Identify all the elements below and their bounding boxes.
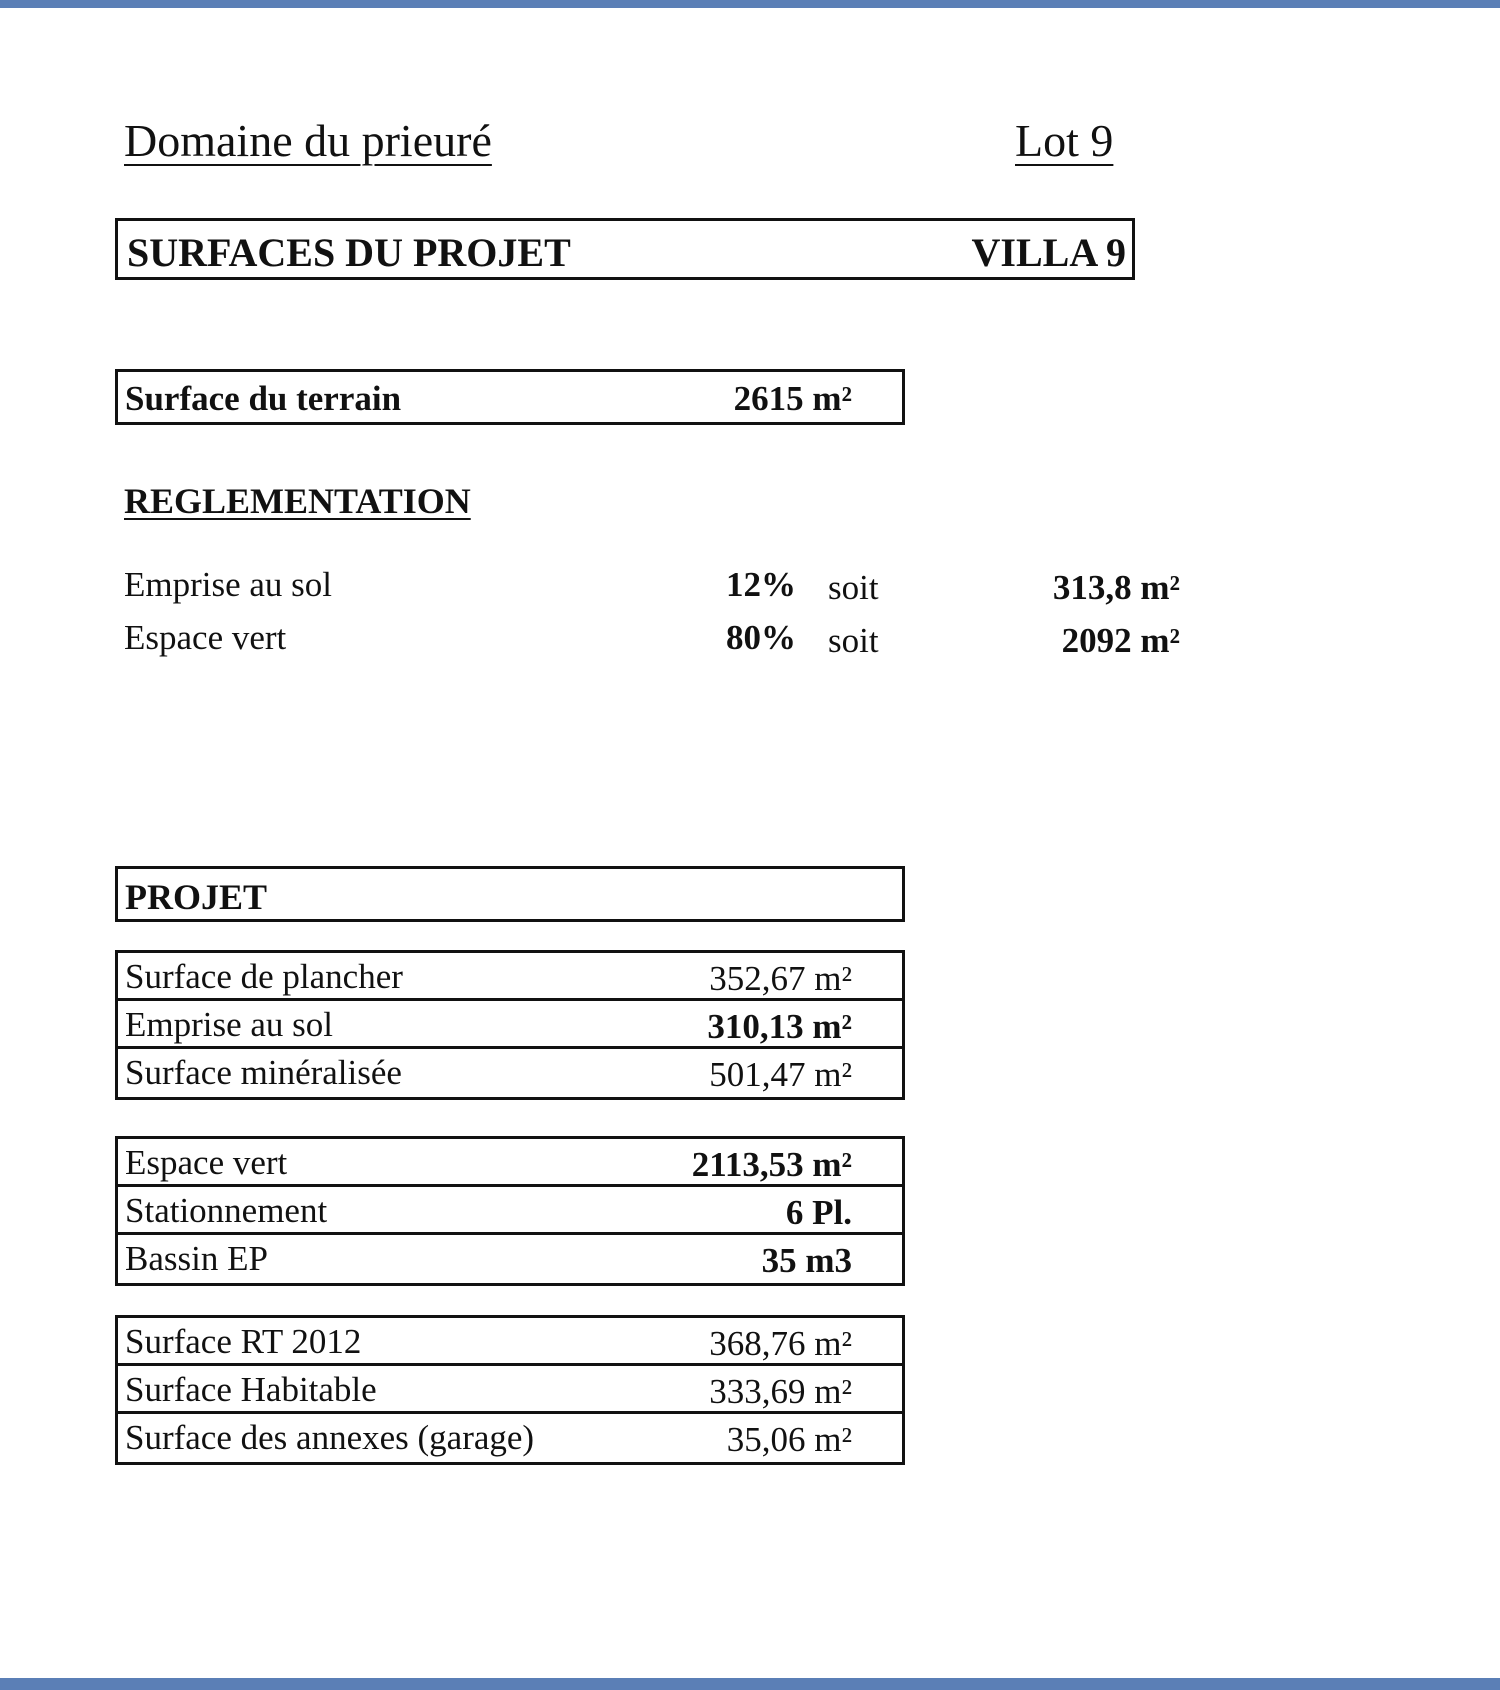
row-value: 310,13 m² — [707, 1007, 852, 1046]
row-value: 2113,53 m² — [691, 1145, 852, 1184]
project-surfaces-banner — [115, 218, 1135, 280]
table-row — [118, 953, 902, 1001]
row-value: 352,67 m² — [709, 959, 852, 998]
row-label: Surface Habitable — [125, 1370, 377, 1409]
table-row — [118, 1139, 902, 1187]
villa-label: VILLA 9 — [971, 230, 1126, 275]
green-parking-table — [115, 1136, 905, 1286]
land-surface-value: 2615 m² — [733, 379, 852, 418]
row-value: 35 m3 — [761, 1241, 852, 1280]
table-row — [118, 1001, 902, 1049]
regulation-percent: 12% — [726, 565, 796, 604]
regulation-soit: soit — [828, 621, 879, 660]
project-heading: PROJET — [125, 877, 268, 917]
row-label: Surface RT 2012 — [125, 1322, 362, 1361]
table-row — [118, 1235, 902, 1283]
regulation-row — [0, 565, 1500, 615]
regulation-heading: REGLEMENTATION — [124, 481, 471, 521]
regulation-value: 313,8 m² — [1052, 568, 1180, 607]
document-title: Domaine du prieuré — [124, 115, 492, 166]
banner-title: SURFACES DU PROJET — [127, 230, 571, 275]
regulation-row — [0, 618, 1500, 668]
row-value: 35,06 m² — [726, 1420, 852, 1459]
row-value: 6 Pl. — [785, 1193, 852, 1232]
table-row — [118, 1049, 902, 1097]
row-value: 333,69 m² — [709, 1372, 852, 1411]
row-value: 368,76 m² — [709, 1324, 852, 1363]
table-row — [118, 1414, 902, 1462]
top-border — [0, 0, 1500, 8]
row-label: Surface de plancher — [125, 957, 403, 996]
table-row — [118, 1187, 902, 1235]
land-surface-label: Surface du terrain — [125, 379, 402, 418]
regulation-value: 2092 m² — [1061, 621, 1180, 660]
regulation-soit: soit — [828, 568, 879, 607]
row-label: Surface des annexes (garage) — [125, 1418, 535, 1457]
row-label: Stationnement — [125, 1191, 328, 1230]
table-row — [118, 1318, 902, 1366]
bottom-border — [0, 1678, 1500, 1690]
regulation-label: Espace vert — [124, 618, 287, 657]
project-heading-box — [115, 866, 905, 922]
regulation-percent: 80% — [726, 618, 796, 657]
row-label: Espace vert — [125, 1143, 288, 1182]
regulation-label: Emprise au sol — [124, 565, 333, 604]
row-label: Bassin EP — [125, 1239, 268, 1278]
table-row — [118, 1366, 902, 1414]
surfaces-table — [115, 950, 905, 1100]
land-surface-box — [115, 369, 905, 425]
row-label: Emprise au sol — [125, 1005, 334, 1044]
lot-number: Lot 9 — [1015, 115, 1114, 166]
living-areas-table — [115, 1315, 905, 1465]
row-value: 501,47 m² — [709, 1055, 852, 1094]
row-label: Surface minéralisée — [125, 1053, 402, 1092]
